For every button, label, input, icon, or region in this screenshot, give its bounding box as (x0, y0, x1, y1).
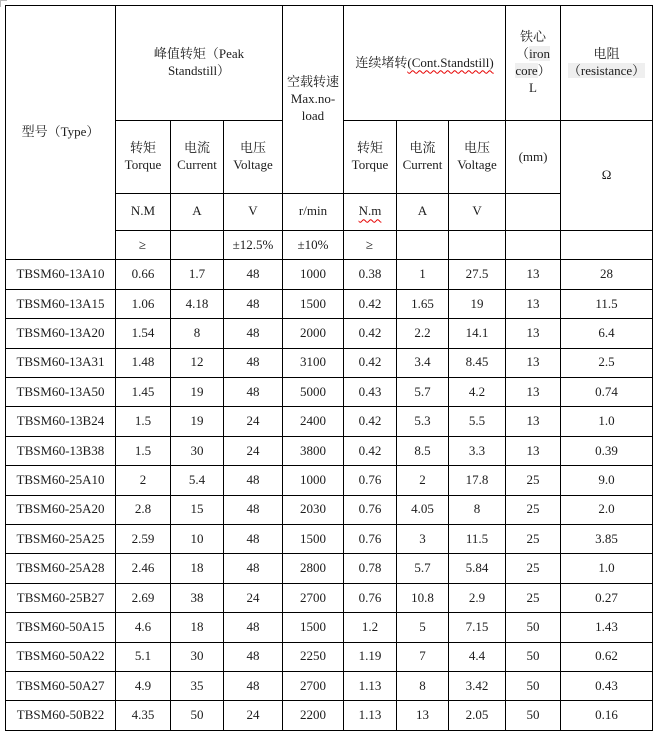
cell-cont-current: 5 (397, 613, 449, 642)
cell-resistance: 9.0 (561, 466, 653, 495)
cell-cont-torque: 0.43 (344, 377, 397, 406)
cell-peak-current: 5.4 (171, 466, 224, 495)
cell-cont-current: 3 (397, 525, 449, 554)
cell-peak-torque: 2 (116, 466, 171, 495)
cell-cont-voltage: 4.2 (449, 377, 506, 406)
cell-noload-speed: 1000 (283, 260, 344, 289)
cell-cont-current: 2.2 (397, 319, 449, 348)
header-peak-standstill-label: 峰值转矩（Peak Standstill） (153, 46, 245, 79)
cell-core-length: 13 (506, 319, 561, 348)
cell-peak-torque: 2.8 (116, 495, 171, 524)
tolerance-peak-current-empty (171, 230, 224, 260)
table-row (6, 260, 653, 289)
header-cont-current (397, 121, 449, 193)
cell-cont-torque: 1.13 (344, 701, 397, 731)
cell-cont-torque: 0.42 (344, 319, 397, 348)
cell-peak-voltage: 48 (224, 319, 283, 348)
cell-noload-speed: 1500 (283, 525, 344, 554)
motor-spec-table (5, 5, 653, 731)
cell-cont-torque: 0.76 (344, 525, 397, 554)
cell-noload-speed: 2800 (283, 554, 344, 583)
table-row (6, 407, 653, 436)
cell-type: TBSM60-25A20 (6, 495, 116, 524)
table-row (6, 701, 653, 731)
header-cont-torque (344, 121, 397, 193)
cell-noload-speed: 5000 (283, 377, 344, 406)
tolerance-resistance-empty (561, 230, 653, 260)
header-peak-voltage-en: Voltage (233, 157, 273, 173)
cell-resistance: 0.43 (561, 672, 653, 701)
cell-peak-current: 19 (171, 407, 224, 436)
cell-cont-torque: 0.38 (344, 260, 397, 289)
cell-cont-voltage: 7.15 (449, 613, 506, 642)
cell-type: TBSM60-50A22 (6, 642, 116, 671)
cell-peak-current: 4.18 (171, 289, 224, 318)
cell-peak-current: 18 (171, 613, 224, 642)
tolerance-cont-current-empty (397, 230, 449, 260)
header-core-word-iron: iron (529, 46, 551, 62)
cell-cont-torque: 0.76 (344, 583, 397, 612)
cell-peak-current: 10 (171, 525, 224, 554)
cell-peak-voltage: 24 (224, 701, 283, 731)
cell-cont-current: 1 (397, 260, 449, 289)
header-noload-speed (283, 6, 344, 194)
cell-peak-current: 30 (171, 436, 224, 465)
cell-type: TBSM60-13B24 (6, 407, 116, 436)
cell-peak-torque: 4.35 (116, 701, 171, 731)
cell-resistance: 0.74 (561, 377, 653, 406)
table-row (6, 642, 653, 671)
cell-peak-voltage: 48 (224, 613, 283, 642)
cell-core-length: 25 (506, 525, 561, 554)
cell-resistance: 1.0 (561, 407, 653, 436)
cell-noload-speed: 2200 (283, 701, 344, 731)
tolerance-peak-voltage: ±12.5% (224, 230, 283, 260)
cell-resistance: 6.4 (561, 319, 653, 348)
cell-peak-voltage: 48 (224, 642, 283, 671)
cell-peak-voltage: 48 (224, 466, 283, 495)
cell-cont-voltage: 8 (449, 495, 506, 524)
header-cont-voltage-zh: 电压 (464, 140, 491, 156)
cell-peak-torque: 1.45 (116, 377, 171, 406)
cell-resistance: 11.5 (561, 289, 653, 318)
header-resistance (561, 6, 653, 121)
cell-cont-current: 5.7 (397, 554, 449, 583)
cell-cont-torque: 0.42 (344, 348, 397, 377)
cell-cont-torque: 0.42 (344, 289, 397, 318)
cell-type: TBSM60-13A10 (6, 260, 116, 289)
tolerance-noload-speed: ±10% (283, 230, 344, 260)
tolerance-cont-torque: ≥ (344, 230, 397, 260)
cell-core-length: 50 (506, 701, 561, 731)
tolerance-peak-torque: ≥ (116, 230, 171, 260)
cell-peak-voltage: 24 (224, 583, 283, 612)
unit-cont-torque-label: N.m (358, 203, 382, 219)
cell-type: TBSM60-25B27 (6, 583, 116, 612)
header-cont-standstill-group (344, 6, 506, 121)
tolerance-cont-voltage-empty (449, 230, 506, 260)
cell-cont-torque: 0.76 (344, 495, 397, 524)
cell-noload-speed: 2700 (283, 583, 344, 612)
cell-type: TBSM60-50A27 (6, 672, 116, 701)
cell-peak-voltage: 48 (224, 495, 283, 524)
header-peak-current (171, 121, 224, 193)
cell-core-length: 13 (506, 407, 561, 436)
cell-cont-current: 10.8 (397, 583, 449, 612)
cell-type: TBSM60-13A31 (6, 348, 116, 377)
cell-peak-current: 1.7 (171, 260, 224, 289)
cell-peak-torque: 2.59 (116, 525, 171, 554)
cell-cont-torque: 0.76 (344, 466, 397, 495)
cell-peak-voltage: 48 (224, 260, 283, 289)
header-noload-en: Max.no-load (290, 90, 336, 123)
cell-cont-voltage: 3.42 (449, 672, 506, 701)
cell-type: TBSM60-13A15 (6, 289, 116, 318)
cell-core-length: 25 (506, 583, 561, 612)
table-row (6, 495, 653, 524)
cell-cont-torque: 0.42 (344, 436, 397, 465)
header-resistance-zh: 电阻 (593, 46, 620, 62)
cell-peak-torque: 2.69 (116, 583, 171, 612)
cell-type: TBSM60-50A15 (6, 613, 116, 642)
cell-cont-voltage: 3.3 (449, 436, 506, 465)
cell-core-length: 13 (506, 348, 561, 377)
cell-cont-voltage: 4.4 (449, 642, 506, 671)
header-peak-current-zh: 电流 (183, 140, 210, 156)
cell-type: TBSM60-13A20 (6, 319, 116, 348)
cell-noload-speed: 2400 (283, 407, 344, 436)
header-peak-torque-en: Torque (124, 157, 162, 173)
unit-peak-current: A (171, 193, 224, 230)
cell-peak-current: 18 (171, 554, 224, 583)
header-peak-voltage-zh: 电压 (239, 140, 266, 156)
cell-peak-torque: 1.5 (116, 407, 171, 436)
cell-core-length: 50 (506, 642, 561, 671)
cell-peak-torque: 4.9 (116, 672, 171, 701)
cell-peak-current: 50 (171, 701, 224, 731)
header-core-l: L (529, 80, 537, 96)
cell-peak-current: 30 (171, 642, 224, 671)
cell-peak-current: 15 (171, 495, 224, 524)
cell-core-length: 13 (506, 377, 561, 406)
cell-cont-voltage: 8.45 (449, 348, 506, 377)
header-cont-torque-en: Torque (351, 157, 389, 173)
cell-cont-current: 13 (397, 701, 449, 731)
header-core-word-core: core (515, 63, 538, 79)
cell-peak-current: 38 (171, 583, 224, 612)
table-row (6, 319, 653, 348)
header-core-zh: 铁心 (520, 29, 547, 45)
header-type-label: 型号（Type） (21, 124, 100, 140)
cell-resistance: 28 (561, 260, 653, 289)
cell-peak-torque: 1.5 (116, 436, 171, 465)
cell-noload-speed: 1500 (283, 613, 344, 642)
cell-cont-current: 5.7 (397, 377, 449, 406)
table-row (6, 583, 653, 612)
table-row (6, 377, 653, 406)
cell-cont-voltage: 11.5 (449, 525, 506, 554)
cell-type: TBSM60-13B38 (6, 436, 116, 465)
cell-cont-torque: 1.13 (344, 672, 397, 701)
cell-resistance: 0.39 (561, 436, 653, 465)
cell-peak-torque: 1.54 (116, 319, 171, 348)
table-handle-icon (0, 0, 7, 7)
cell-cont-current: 4.05 (397, 495, 449, 524)
unit-cont-voltage: V (449, 193, 506, 230)
header-core-paren-close: ） (537, 63, 551, 79)
header-cont-current-en: Current (402, 157, 443, 173)
cell-peak-voltage: 24 (224, 436, 283, 465)
cell-core-length: 25 (506, 495, 561, 524)
cell-cont-voltage: 27.5 (449, 260, 506, 289)
cell-peak-voltage: 48 (224, 289, 283, 318)
cell-cont-current: 2 (397, 466, 449, 495)
cell-type: TBSM60-25A10 (6, 466, 116, 495)
cell-core-length: 25 (506, 466, 561, 495)
unit-core-empty (506, 193, 561, 230)
cell-peak-current: 8 (171, 319, 224, 348)
cell-core-length: 13 (506, 289, 561, 318)
header-cont-voltage-en: Voltage (457, 157, 497, 173)
cell-core-length: 13 (506, 260, 561, 289)
tolerance-core-empty (506, 230, 561, 260)
cell-peak-torque: 1.48 (116, 348, 171, 377)
cell-cont-voltage: 19 (449, 289, 506, 318)
cell-peak-current: 19 (171, 377, 224, 406)
table-row (6, 436, 653, 465)
table-row (6, 348, 653, 377)
cell-cont-torque: 1.19 (344, 642, 397, 671)
cell-noload-speed: 3100 (283, 348, 344, 377)
unit-cont-current: A (397, 193, 449, 230)
cell-noload-speed: 2000 (283, 319, 344, 348)
header-cont-voltage (449, 121, 506, 193)
header-peak-torque (116, 121, 171, 193)
cell-resistance: 2.0 (561, 495, 653, 524)
cell-noload-speed: 1000 (283, 466, 344, 495)
cell-cont-voltage: 2.9 (449, 583, 506, 612)
table-row (6, 289, 653, 318)
cell-type: TBSM60-13A50 (6, 377, 116, 406)
table-row (6, 554, 653, 583)
header-peak-voltage (224, 121, 283, 193)
header-iron-core (506, 6, 561, 121)
unit-cont-torque (344, 193, 397, 230)
cell-cont-current: 1.65 (397, 289, 449, 318)
cell-type: TBSM60-25A28 (6, 554, 116, 583)
cell-peak-voltage: 48 (224, 554, 283, 583)
unit-noload-speed: r/min (283, 193, 344, 230)
cell-noload-speed: 3800 (283, 436, 344, 465)
cell-resistance: 0.62 (561, 642, 653, 671)
cell-resistance: 0.16 (561, 701, 653, 731)
cell-cont-current: 7 (397, 642, 449, 671)
cell-noload-speed: 1500 (283, 289, 344, 318)
table-row (6, 525, 653, 554)
cell-resistance: 2.5 (561, 348, 653, 377)
cell-peak-current: 12 (171, 348, 224, 377)
table-row (6, 672, 653, 701)
cell-core-length: 50 (506, 672, 561, 701)
cell-core-length: 25 (506, 554, 561, 583)
cell-cont-current: 5.3 (397, 407, 449, 436)
header-resistance-en: （resistance） (567, 63, 646, 79)
cell-peak-current: 35 (171, 672, 224, 701)
header-core-mm-unit: (mm) (506, 121, 561, 193)
header-peak-standstill-group (116, 6, 283, 121)
cell-cont-current: 8 (397, 672, 449, 701)
cell-cont-voltage: 2.05 (449, 701, 506, 731)
header-cont-torque-zh: 转矩 (356, 140, 383, 156)
cell-noload-speed: 2250 (283, 642, 344, 671)
cell-peak-voltage: 24 (224, 407, 283, 436)
table-body (6, 260, 653, 731)
cell-cont-current: 3.4 (397, 348, 449, 377)
cell-cont-voltage: 14.1 (449, 319, 506, 348)
header-row-groups (6, 6, 653, 121)
unit-peak-torque: N.M (116, 193, 171, 230)
cell-cont-torque: 1.2 (344, 613, 397, 642)
cell-peak-voltage: 48 (224, 377, 283, 406)
cell-cont-voltage: 17.8 (449, 466, 506, 495)
table-row (6, 466, 653, 495)
header-cont-current-zh: 电流 (409, 140, 436, 156)
header-peak-current-en: Current (177, 157, 217, 173)
cell-peak-voltage: 48 (224, 672, 283, 701)
cell-cont-torque: 0.42 (344, 407, 397, 436)
cell-cont-current: 8.5 (397, 436, 449, 465)
cell-resistance: 0.27 (561, 583, 653, 612)
header-peak-torque-zh: 转矩 (129, 140, 156, 156)
cell-peak-voltage: 48 (224, 525, 283, 554)
cell-core-length: 50 (506, 613, 561, 642)
cell-cont-voltage: 5.84 (449, 554, 506, 583)
header-type (6, 6, 116, 260)
header-cont-zh: 连续堵转 (355, 54, 408, 70)
cell-peak-torque: 0.66 (116, 260, 171, 289)
cell-peak-voltage: 48 (224, 348, 283, 377)
cell-peak-torque: 5.1 (116, 642, 171, 671)
cell-noload-speed: 2700 (283, 672, 344, 701)
header-core-paren-open: （ (516, 46, 530, 62)
cell-cont-voltage: 5.5 (449, 407, 506, 436)
unit-peak-voltage: V (224, 193, 283, 230)
header-cont-en: (Cont.Standstill) (407, 54, 494, 70)
header-noload-zh: 空载转速 (286, 74, 339, 90)
cell-core-length: 13 (506, 436, 561, 465)
cell-peak-torque: 1.06 (116, 289, 171, 318)
cell-type: TBSM60-50B22 (6, 701, 116, 731)
cell-peak-torque: 2.46 (116, 554, 171, 583)
cell-resistance: 1.43 (561, 613, 653, 642)
table-row (6, 613, 653, 642)
cell-resistance: 3.85 (561, 525, 653, 554)
cell-peak-torque: 4.6 (116, 613, 171, 642)
cell-cont-torque: 0.78 (344, 554, 397, 583)
cell-noload-speed: 2030 (283, 495, 344, 524)
cell-type: TBSM60-25A25 (6, 525, 116, 554)
cell-resistance: 1.0 (561, 554, 653, 583)
header-resistance-ohm-unit: Ω (561, 121, 653, 230)
